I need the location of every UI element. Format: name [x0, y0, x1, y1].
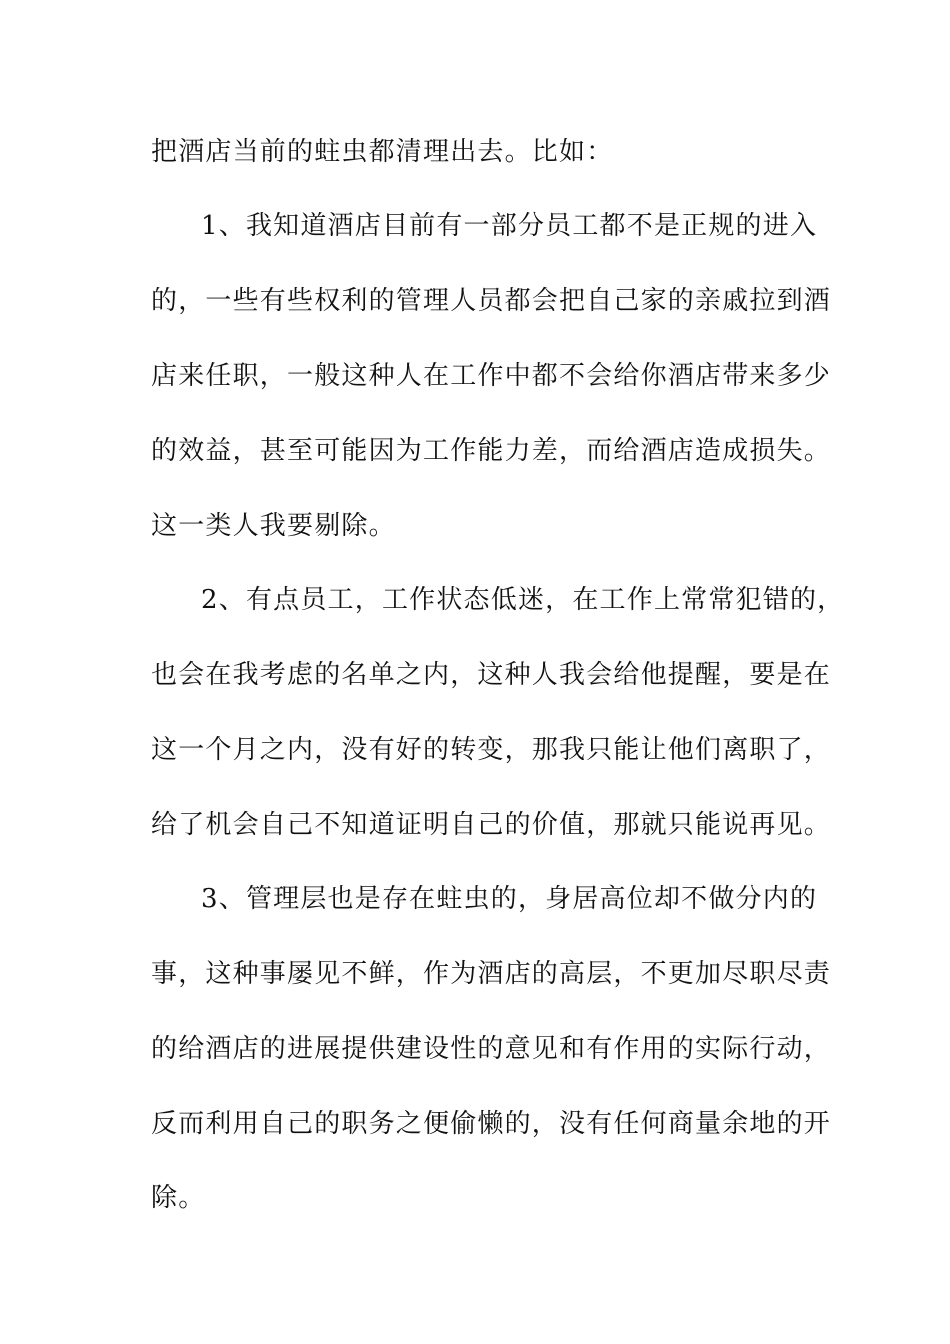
text-line: 的效益，甚至可能因为工作能力差，而给酒店造成损失。	[151, 436, 832, 466]
text-line: 反而利用自己的职务之便偷懒的，没有任何商量余地的开	[151, 1109, 832, 1139]
text-line: 店来任职，一般这种人在工作中都不会给你酒店带来多少	[151, 361, 832, 391]
text-line: 把酒店当前的蛀虫都清理出去。比如：	[151, 137, 614, 167]
text-line: 这一类人我要剔除。	[151, 511, 396, 541]
text-line: 这一个月之内，没有好的转变，那我只能让他们离职了，	[151, 735, 832, 765]
text-line: 的，一些有些权利的管理人员都会把自己家的亲戚拉到酒	[151, 286, 832, 316]
text-line: 事，这种事屡见不鲜，作为酒店的高层，不更加尽职尽责	[151, 959, 832, 989]
text-line: 除。	[151, 1183, 206, 1213]
text-line-item-1: 1、我知道酒店目前有一部分员工都不是正规的进入	[201, 211, 818, 241]
text-line: 给了机会自己不知道证明自己的价值，那就只能说再见。	[151, 810, 832, 840]
text-line-item-3: 3、管理层也是存在蛀虫的，身居高位却不做分内的	[201, 884, 818, 914]
text-line: 的给酒店的进展提供建设性的意见和有作用的实际行动，	[151, 1034, 832, 1064]
text-line: 也会在我考虑的名单之内，这种人我会给他提醒，要是在	[151, 660, 832, 690]
text-line-item-2: 2、有点员工，工作状态低迷，在工作上常常犯错的，	[201, 585, 845, 615]
